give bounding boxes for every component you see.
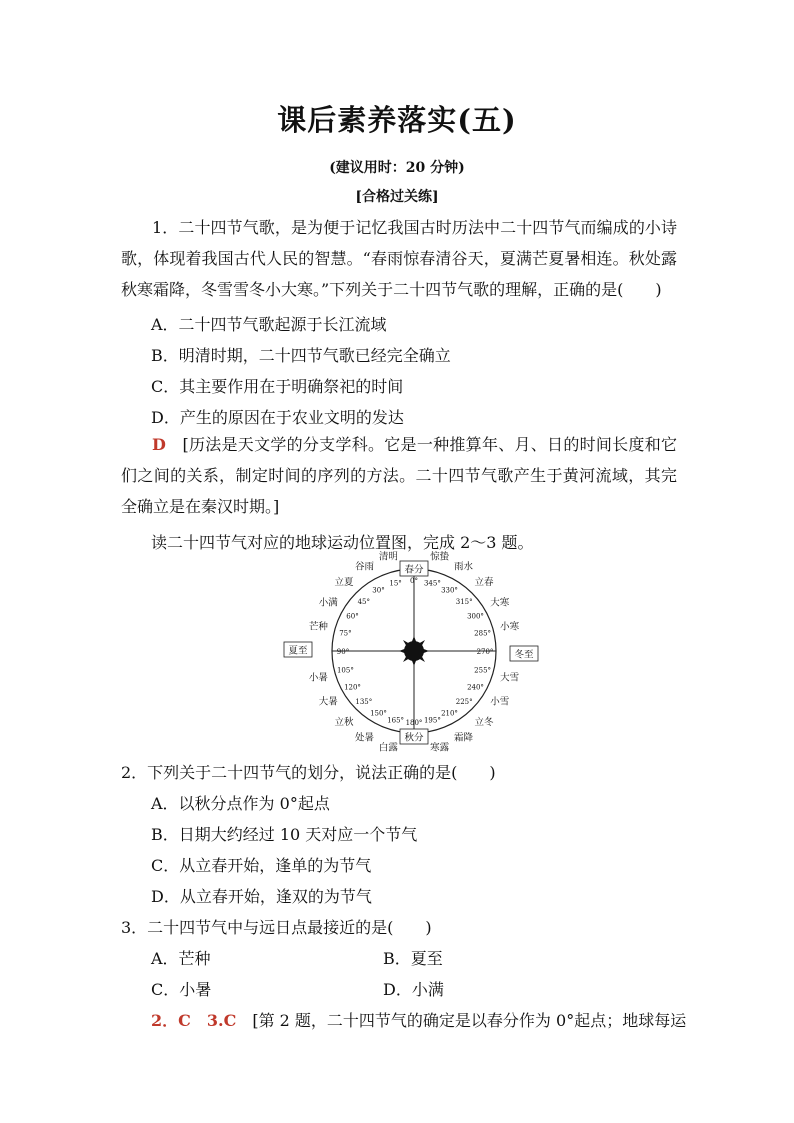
degree-label: 90°	[336, 648, 350, 656]
answer-2-3-label: 2．C 3.C	[151, 1011, 237, 1030]
solar-term-label: 立夏	[334, 577, 354, 588]
solar-term-label: 立春	[474, 577, 494, 588]
solar-term-label: 立冬	[474, 717, 494, 728]
solar-term-label: 雨水	[453, 561, 474, 573]
q1-option-d: D．产生的原因在于农业文明的发达	[151, 408, 404, 427]
degree-label: 30°	[372, 586, 385, 595]
degree-label: 180°	[405, 719, 423, 727]
solar-term-label: 小寒	[500, 621, 520, 633]
degree-label: 150°	[370, 709, 387, 718]
question-1-stem: 1．二十四节气歌，是为便于记忆我国古时历法中二十四节气而编成的小诗歌，体现着我国古代人民的智慧。“春雨惊春清谷天，夏满芒夏暑相连。秋处露秋寒霜降，冬雪雪冬小大寒。”下列关于二十四节气歌的理解，正确的是( )	[121, 218, 677, 299]
q3-option-d: D．小满	[383, 980, 444, 999]
q3-option-a: A．芒种	[151, 949, 211, 968]
degree-label: 75°	[339, 629, 352, 638]
q1-option-a: A．二十四节气歌起源于长江流域	[151, 315, 387, 334]
q2-option-d: D．从立春开始，逢双的为节气	[151, 887, 372, 906]
solar-term-label: 处暑	[354, 732, 375, 744]
sun-icon	[399, 636, 429, 666]
question-2-stem: 2．下列关于二十四节气的划分，说法正确的是( )	[121, 763, 496, 782]
answer-2-3	[151, 1008, 686, 1031]
q1-option-b: B．明清时期，二十四节气歌已经完全确立	[151, 346, 451, 365]
solar-term-label: 小雪	[490, 696, 510, 708]
degree-label: 330°	[441, 586, 458, 595]
q2-option-c: C．从立春开始，逢单的为节气	[151, 856, 372, 875]
q1-answer-letter: D	[152, 435, 166, 454]
solar-term-label: 白露	[378, 742, 398, 754]
degree-label: 195°	[423, 716, 441, 725]
solar-term-label: 小暑	[308, 672, 328, 684]
question-3-stem: 3．二十四节气中与远日点最接近的是( )	[121, 918, 432, 937]
solar-term-label: 寒露	[430, 742, 450, 754]
section-heading: [合格过关练]	[355, 189, 439, 205]
solar-term-label: 立秋	[334, 717, 354, 728]
solar-term-label: 霜降	[453, 732, 474, 744]
degree-label: 315°	[455, 597, 473, 606]
boxed-term-autumn-equinox	[400, 729, 428, 744]
q2-option-a: A．以秋分点作为 0°起点	[151, 794, 330, 813]
degree-label: 165°	[387, 716, 405, 725]
degree-label: 285°	[474, 629, 492, 638]
solar-terms-svg	[280, 551, 540, 754]
degree-label: 225°	[455, 698, 473, 707]
degree-label: 0°	[410, 577, 418, 585]
q1-option-c: C．其主要作用在于明确祭祀的时间	[151, 377, 404, 396]
solar-term-label: 清明	[378, 551, 398, 563]
degree-label: 255°	[474, 666, 492, 675]
solar-term-label: 惊蛰	[430, 551, 450, 563]
degree-label: 105°	[336, 666, 354, 675]
boxed-term-spring-equinox	[400, 561, 428, 576]
boxed-term-winter-solstice	[510, 646, 538, 661]
degree-label: 120°	[344, 683, 361, 692]
boxed-term-summer-solstice	[284, 642, 312, 657]
solar-term-label: 小满	[318, 597, 338, 609]
q2-option-b: B．日期大约经过 10 天对应一个节气	[151, 825, 418, 844]
degree-label: 210°	[441, 709, 458, 718]
degree-label: 300°	[467, 612, 484, 621]
degree-label: 240°	[467, 683, 484, 692]
solar-term-label: 大暑	[318, 696, 338, 708]
degree-label: 345°	[423, 579, 441, 588]
solar-term-label: 大寒	[490, 597, 510, 609]
q3-option-b: B．夏至	[383, 949, 443, 968]
boxed-term-label: 冬至	[514, 649, 534, 661]
degree-label: 135°	[355, 698, 373, 707]
solar-term-label: 谷雨	[354, 561, 375, 573]
q3-option-c: C．小暑	[151, 980, 212, 999]
boxed-term-label: 夏至	[288, 645, 308, 657]
degree-label: 45°	[357, 597, 371, 606]
time-suggestion: (建议用时：20 分钟)	[329, 160, 465, 176]
answer-2-3-explanation: [第 2 题，二十四节气的确定是以春分作为 0°起点；地球每运	[252, 1011, 687, 1030]
boxed-term-label: 秋分	[404, 732, 424, 744]
page-title: 课后素养落实(五)	[277, 103, 517, 137]
degree-label: 60°	[346, 612, 359, 621]
q1-answer	[121, 429, 677, 522]
boxed-term-label: 春分	[404, 564, 424, 576]
diagram-intro: 读二十四节气对应的地球运动位置图，完成 2～3 题。	[151, 533, 534, 552]
solar-term-label: 芒种	[308, 621, 328, 633]
solar-terms-diagram	[280, 551, 540, 754]
degree-label: 270°	[476, 648, 494, 656]
degree-label: 15°	[389, 579, 402, 588]
solar-term-label: 大雪	[500, 672, 520, 684]
q1-answer-explanation: [历法是天文学的分支学科。它是一种推算年、月、日的时间长度和它们之间的关系，制定时间的序列的方法。二十四节气歌产生于黄河流域，其完全确立是在秦汉时期。]	[121, 435, 677, 516]
